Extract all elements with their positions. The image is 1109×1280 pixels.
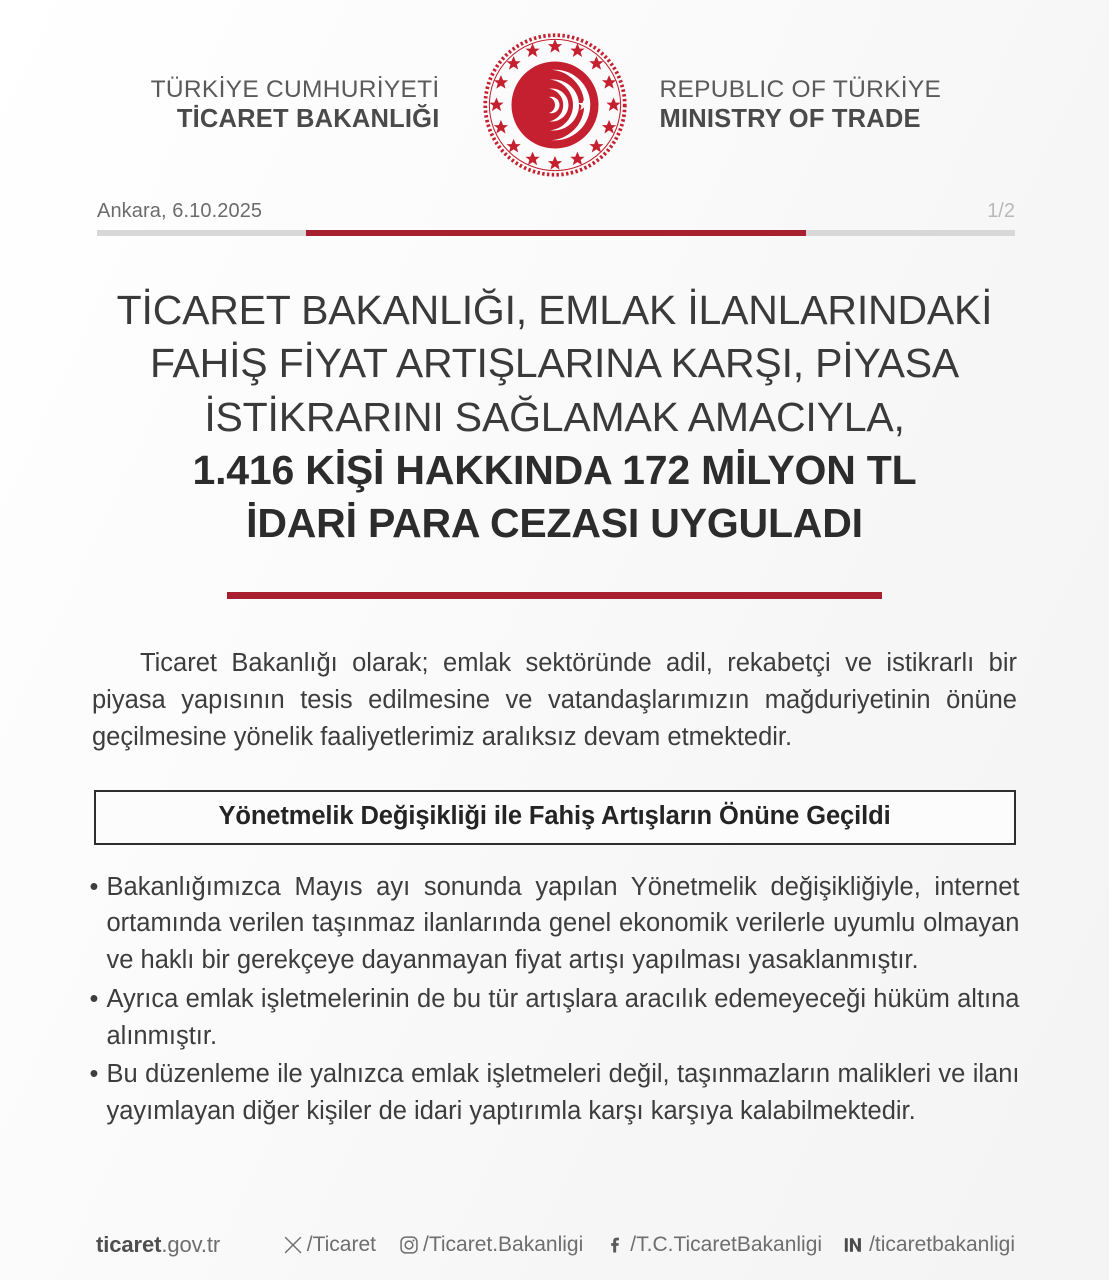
header-en-ministry: MINISTRY OF TRADE <box>659 105 921 134</box>
turkish-ministry-emblem-icon <box>480 30 630 180</box>
website-url[interactable] <box>96 1232 220 1258</box>
header-tr-country: TÜRKİYE CUMHURİYETİ <box>150 75 440 103</box>
document-footer <box>0 1232 1109 1280</box>
header-tr-ministry: TİCARET BAKANLIĞI <box>176 105 440 134</box>
website-url-bold: ticaret <box>96 1232 162 1257</box>
page-indicator: 1/2 <box>987 200 1015 222</box>
divider-segment-gray-right <box>806 230 1015 236</box>
list-item-text: Ayrıca emlak işletmelerinin de bu tür artışlara aracılık edemeyeceği hüküm altına alınmıştır. <box>106 984 1020 1050</box>
social-handle-facebook: /T.C.TicaretBakanligi <box>630 1233 823 1256</box>
social-links <box>282 1233 1015 1257</box>
facebook-icon <box>605 1234 627 1256</box>
social-handle-x: /Ticaret <box>306 1233 376 1256</box>
meta-row <box>0 186 1109 223</box>
header-divider <box>0 230 1109 236</box>
headline-line-3: İSTİKRARINI SAĞLAMAK AMACIYLA, <box>204 393 905 440</box>
section-subtitle-text: Yönetmelik Değişikliği ile Fahiş Artışların Önüne Geçildi <box>218 801 891 830</box>
page-title <box>75 284 1035 550</box>
list-item-text: Bakanlığımızca Mayıs ayı sonunda yapılan Yönetmelik değişikliğiyle, internet ortamında verilen taşınmaz ilanlarında genel ekonomik verilerle uyumlu olmayan ve haklı bir gerekçeye dayanmayan fiyat artışı yapılması yasaklanmıştır. <box>106 872 1020 975</box>
divider-segment-gray-left <box>97 230 306 236</box>
social-link-facebook[interactable] <box>605 1233 822 1257</box>
headline-line-1: TİCARET BAKANLIĞI, EMLAK İLANLARINDAKİ <box>116 287 993 333</box>
headline-bold-line-1: 1.416 KİŞİ HAKKINDA 172 MİLYON TL <box>192 446 917 493</box>
document-header <box>0 0 1109 186</box>
divider-segment-red <box>306 230 806 236</box>
bullet-list <box>90 869 1020 1130</box>
social-link-instagram[interactable] <box>398 1233 583 1257</box>
social-handle-linkedin: /ticaretbakanligi <box>869 1233 1015 1256</box>
header-right-titles <box>630 76 1020 135</box>
section-subtitle-box <box>94 790 1016 845</box>
headline-line-2: FAHİŞ FİYAT ARTIŞLARINA KARŞI, PİYASA <box>149 340 960 387</box>
bullet-marker-icon: • <box>89 984 99 1013</box>
instagram-icon <box>398 1234 420 1256</box>
headline-red-rule <box>227 592 882 599</box>
headline-bold-line-2: İDARİ PARA CEZASI UYGULADI <box>246 500 863 547</box>
social-link-x[interactable] <box>282 1233 376 1257</box>
linkedin-icon <box>844 1234 866 1256</box>
bullet-marker-icon: • <box>89 872 99 901</box>
list-item <box>90 869 1020 979</box>
header-en-country: REPUBLIC OF TÜRKİYE <box>659 75 942 103</box>
header-left-titles <box>90 76 480 135</box>
place-date: Ankara, 6.10.2025 <box>97 200 263 222</box>
x-twitter-icon <box>282 1234 304 1256</box>
social-handle-instagram: /Ticaret.Bakanligi <box>422 1233 584 1256</box>
list-item-text: Bu düzenleme ile yalnızca emlak işletmeleri değil, taşınmazların malikleri ve ilanı yayımlayan diğer kişiler de idari yaptırımla karşı karşıya kalabilmektedir. <box>106 1060 1020 1125</box>
intro-paragraph: Ticaret Bakanlığı olarak; emlak sektöründe adil, rekabetçi ve istikrarlı bir piyasa yapısının tesis edilmesine ve vatandaşlarımızın mağduriyetinin önüne geçilmesine yönelik faaliyetlerimiz aralıksız devam etmektedir. <box>92 649 1017 751</box>
website-url-rest: .gov.tr <box>161 1232 221 1257</box>
bullet-marker-icon: • <box>89 1060 99 1089</box>
social-link-linkedin[interactable] <box>844 1233 1015 1257</box>
list-item <box>90 981 1020 1054</box>
list-item <box>90 1056 1020 1129</box>
